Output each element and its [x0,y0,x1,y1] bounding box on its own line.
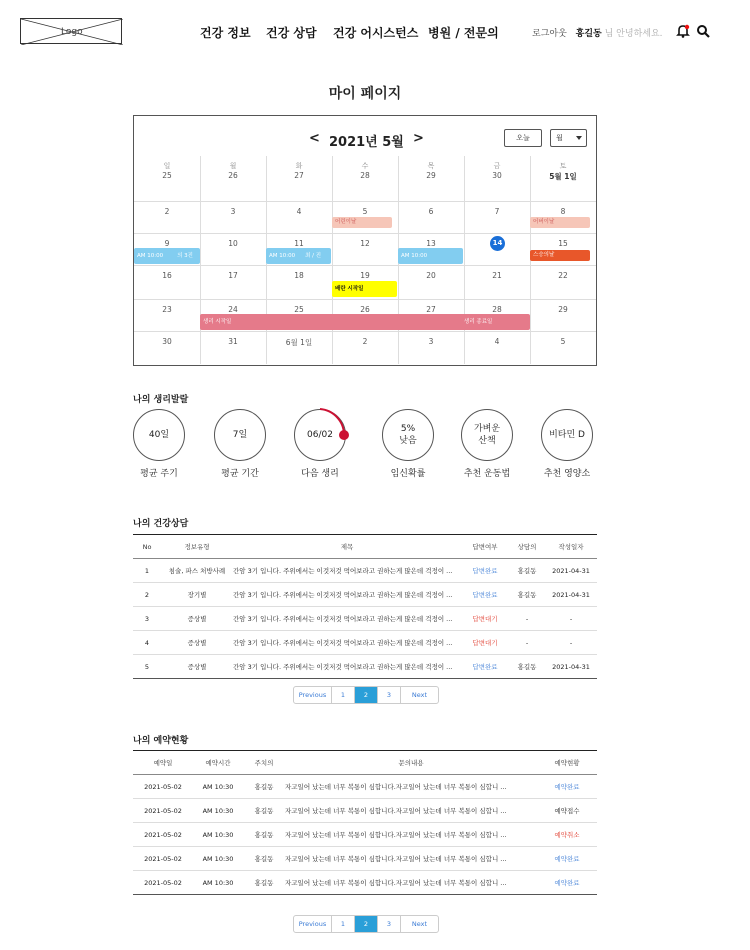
view-select[interactable] [550,129,587,147]
table-cell: 증상별 [161,631,233,655]
reserve-header-cell: 주치의 [243,751,285,775]
calendar-day[interactable]: 27 [426,305,436,314]
calendar-day[interactable]: 5 [362,207,368,216]
table-cell[interactable]: 간암 3기 입니다. 주위에서는 이것저것 먹어보라고 권하는게 많은데 걱정이 ... [233,631,461,655]
calendar-day[interactable]: 29 [426,171,436,180]
weekday-label: 수 [361,162,369,170]
appointment-doctor: 의 3진 [177,253,193,259]
period-start-label: 생리 시작일 [203,319,232,325]
table-cell: AM 10:30 [193,823,243,847]
calendar-day[interactable]: 21 [492,271,502,280]
calendar-column-divider [332,156,333,364]
cycle-label: 임신확률 [390,469,426,479]
table-cell: 3 [133,607,161,631]
calendar-day[interactable]: 31 [228,337,238,346]
calendar-row-divider [134,233,596,234]
table-cell: AM 10:30 [193,847,243,871]
cycle-label: 추천 영양소 [543,469,591,479]
table-cell: 홍길동 [509,559,545,583]
event-children-day[interactable]: 어린이날 [332,217,392,228]
pagination-page[interactable]: 2 [355,687,378,703]
reserve-section-title: 나의 예약현황 [133,736,189,746]
cycle-value-circle [133,409,185,461]
table-cell: 2021-04-31 [545,655,597,679]
calendar-day[interactable]: 9 [164,239,170,248]
pagination-next[interactable]: Next [411,691,428,699]
calendar-day[interactable]: 27 [294,171,304,180]
event-appointment-9[interactable] [134,248,200,264]
calendar-day[interactable]: 3 [230,207,236,216]
calendar-column-divider [200,156,201,364]
consult-header-cell: 제목 [233,535,461,559]
nav-hospital-specialist[interactable]: 병원 / 전문의 [428,26,499,40]
logout-link[interactable]: 로그아웃 [532,29,567,39]
bell-icon[interactable] [676,24,690,38]
reserve-pagination [293,915,439,933]
table-cell: 증상별 [161,607,233,631]
today-button[interactable]: 오늘 [504,129,542,147]
table-cell: 침술, 파스 처방사례 [161,559,233,583]
table-row[interactable] [133,655,597,679]
consult-header-row [133,535,597,559]
table-cell: 5 [133,655,161,679]
consult-header-cell: 작성일자 [545,535,597,559]
pagination-page[interactable]: 1 [332,687,355,703]
nav-health-consult[interactable]: 건강 상담 [266,26,317,40]
calendar-day[interactable]: 26 [228,171,238,180]
table-cell: - [509,631,545,655]
table-cell: 1 [133,559,161,583]
calendar [133,115,597,366]
status-cell: 답변완료 [461,655,509,679]
calendar-day[interactable]: 5월 1일 [549,172,577,181]
table-cell[interactable]: 자고일어 났는데 너무 복통이 심합니다.자고일어 났는데 너무 복통이 심합니 ... [285,871,537,895]
search-icon[interactable] [696,24,710,38]
event-parents-day[interactable]: 어버이날 [530,217,590,228]
pagination-next[interactable]: Next [411,920,428,928]
weekday-label: 월 [229,162,237,170]
pagination-page[interactable]: 3 [378,687,401,703]
table-cell: 홍길동 [243,799,285,823]
table-cell: 홍길동 [243,847,285,871]
table-row[interactable] [133,799,597,823]
event-appointment-11[interactable] [266,248,331,264]
cycle-value-circle [541,409,593,461]
calendar-day[interactable]: 19 [360,271,370,280]
table-row[interactable] [133,631,597,655]
calendar-day[interactable]: 25 [294,305,304,314]
weekday-label: 금 [493,162,501,170]
calendar-day[interactable]: 15 [558,239,568,248]
status-cell: 예약취소 [537,823,597,847]
table-cell: 2 [133,583,161,607]
cycle-label: 다음 생리 [301,469,339,479]
status-cell: 예약완료 [537,847,597,871]
calendar-day[interactable]: 24 [228,305,238,314]
calendar-row-divider [134,265,596,266]
calendar-day[interactable]: 28 [492,305,502,314]
calendar-day[interactable]: 28 [360,171,370,180]
event-appointment-13[interactable]: AM 10:00 [398,248,463,264]
reserve-header-cell: 예약일 [133,751,193,775]
status-cell: 예약완료 [537,775,597,799]
cycle-label: 평균 주기 [140,469,178,479]
cycle-value-circle [461,409,513,461]
calendar-day[interactable]: 13 [426,239,436,248]
greeting-text: 님 안녕하세요. [604,29,663,39]
table-cell: 홍길동 [243,775,285,799]
event-period[interactable] [200,314,530,330]
table-cell: 홍길동 [243,871,285,895]
user-name: 홍길동 [575,29,602,39]
calendar-day[interactable]: 5 [560,337,566,346]
cycle-value-circle [214,409,266,461]
appointment-time: AM 10:00 [269,253,296,259]
logo[interactable] [20,18,122,44]
pagination-previous[interactable]: Previous [294,916,332,932]
table-row[interactable] [133,871,597,895]
table-cell[interactable]: 간암 3기 입니다. 주위에서는 이것저것 먹어보라고 권하는게 많은데 걱정이 ... [233,607,461,631]
calendar-day[interactable]: 22 [558,271,568,280]
consult-pagination [293,686,439,704]
calendar-day[interactable]: 10 [228,239,238,248]
cycle-value: 40일 [148,430,170,440]
cycle-value: 5% 낮음 [399,424,417,446]
calendar-day[interactable]: 2 [164,207,170,216]
cycle-value: 06/02 [307,430,333,440]
view-select-label: 월 [556,134,563,142]
table-cell: 2021-05-02 [133,823,193,847]
cycle-label: 평균 기간 [221,469,259,479]
table-cell: 2021-05-02 [133,799,193,823]
table-cell: AM 10:30 [193,775,243,799]
table-cell: - [545,607,597,631]
consult-header-cell: 정보유형 [161,535,233,559]
reserve-header-row [133,751,597,775]
calendar-day[interactable]: 3 [428,337,434,346]
cycle-progress-path [320,409,344,435]
status-cell: 답변대기 [461,631,509,655]
calendar-day[interactable]: 4 [494,337,500,346]
calendar-day[interactable]: 4 [296,207,302,216]
event-ovulation-start[interactable]: 배란 시작일 [332,281,397,297]
calendar-day[interactable]: 2 [362,337,368,346]
page-title: 마이 페이지 [328,86,402,102]
cycle-progress-dot [339,430,349,440]
event-teachers-day[interactable]: 스승의날 [530,250,590,261]
calendar-day[interactable]: 6 [428,207,434,216]
table-cell: 2021-05-02 [133,847,193,871]
calendar-day[interactable]: 16 [162,271,172,280]
table-cell: 홍길동 [509,583,545,607]
table-cell: - [545,631,597,655]
weekday-label: 목 [427,162,435,170]
table-cell: 2021-05-02 [133,775,193,799]
table-row[interactable] [133,583,597,607]
appointment-time: AM 10:00 [137,253,164,259]
calendar-day[interactable]: 7 [494,207,500,216]
reserve-header-cell: 문의내용 [285,751,537,775]
cycle-label: 추천 운동법 [463,469,511,479]
calendar-day-today[interactable]: 14 [490,236,505,251]
pagination-previous[interactable]: Previous [294,687,332,703]
consult-header-cell: 상담의 [509,535,545,559]
calendar-day[interactable]: 30 [492,171,502,180]
calendar-day[interactable]: 6월 1일 [285,338,313,347]
calendar-column-divider [464,156,465,364]
weekday-label: 화 [295,162,303,170]
appointment-doctor: 최 / 진 [305,253,322,259]
table-row[interactable] [133,775,597,799]
cycle-value: 비타민 D [549,430,585,440]
table-cell[interactable]: 자고일어 났는데 너무 복통이 심합니다.자고일어 났는데 너무 복통이 심합니 ... [285,847,537,871]
table-cell[interactable]: 간암 3기 입니다. 주위에서는 이것저것 먹어보라고 권하는게 많은데 걱정이 ... [233,655,461,679]
table-cell[interactable]: 자고일어 났는데 너무 복통이 심합니다.자고일어 났는데 너무 복통이 심합니 ... [285,799,537,823]
table-cell: 증상별 [161,655,233,679]
logo-text: Logo [61,27,83,37]
table-cell[interactable]: 자고일어 났는데 너무 복통이 심합니다.자고일어 났는데 너무 복통이 심합니 ... [285,775,537,799]
chevron-down-icon [576,136,582,140]
pagination-page[interactable]: 1 [332,916,355,932]
table-cell: AM 10:30 [193,799,243,823]
nav-health-info[interactable]: 건강 정보 [200,26,251,40]
cycle-value-circle [382,409,434,461]
pagination-page[interactable]: 3 [378,916,401,932]
consult-table [133,534,597,679]
calendar-day[interactable]: 29 [558,305,568,314]
calendar-day[interactable]: 12 [360,239,370,248]
table-row[interactable] [133,607,597,631]
cycle-section-title: 나의 생리발랄 [133,395,189,405]
weekday-label: 토 [559,162,567,170]
calendar-day[interactable]: 26 [360,305,370,314]
pagination-page[interactable]: 2 [355,916,378,932]
calendar-day[interactable]: 25 [162,171,172,180]
table-cell[interactable]: 자고일어 났는데 너무 복통이 심합니다.자고일어 났는데 너무 복통이 심합니 ... [285,823,537,847]
calendar-row-divider [134,201,596,202]
consult-section-title: 나의 건강상담 [133,519,189,529]
calendar-month-label: 2021년 5월 [329,135,404,150]
reserve-header-cell: 예약현황 [537,751,597,775]
table-cell: 2021-05-02 [133,871,193,895]
table-cell: 4 [133,631,161,655]
table-cell: AM 10:30 [193,871,243,895]
table-row[interactable] [133,823,597,847]
cycle-value: 가벼운 산책 [473,424,501,446]
status-cell: 답변완료 [461,559,509,583]
status-cell: 예약접수 [537,799,597,823]
status-cell: 예약완료 [537,871,597,895]
table-cell: 2021-04-31 [545,559,597,583]
status-cell: 답변대기 [461,607,509,631]
consult-header-cell: 답변여부 [461,535,509,559]
cycle-value: 7일 [232,430,248,440]
calendar-day[interactable]: 8 [560,207,566,216]
table-cell: 장기별 [161,583,233,607]
reserve-header-cell: 예약시간 [193,751,243,775]
calendar-day[interactable]: 30 [162,337,172,346]
next-month-button[interactable]: > [413,131,424,146]
table-row[interactable] [133,559,597,583]
calendar-day[interactable]: 11 [294,239,304,248]
table-cell: 홍길동 [509,655,545,679]
calendar-day[interactable]: 17 [228,271,238,280]
prev-month-button[interactable]: < [309,131,320,146]
table-row[interactable] [133,847,597,871]
table-cell: 2021-04-31 [545,583,597,607]
user-area [532,26,663,39]
calendar-row-divider [134,331,596,332]
consult-header-cell: No [133,535,161,559]
calendar-day[interactable]: 18 [294,271,304,280]
calendar-day[interactable]: 20 [426,271,436,280]
period-end-label: 생리 종료일 [464,319,493,325]
table-cell: - [509,607,545,631]
table-cell: 홍길동 [243,823,285,847]
cycle-progress-arc [285,400,355,470]
table-cell[interactable]: 간암 3기 입니다. 주위에서는 이것저것 먹어보라고 권하는게 많은데 걱정이 ... [233,559,461,583]
table-cell[interactable]: 간암 3기 입니다. 주위에서는 이것저것 먹어보라고 권하는게 많은데 걱정이 ... [233,583,461,607]
calendar-day[interactable]: 23 [162,305,172,314]
weekday-label: 일 [163,162,171,170]
status-cell: 답변완료 [461,583,509,607]
nav-health-assistance[interactable]: 건강 어시스턴스 [333,26,419,40]
reserve-table [133,750,597,895]
calendar-row-divider [134,299,596,300]
